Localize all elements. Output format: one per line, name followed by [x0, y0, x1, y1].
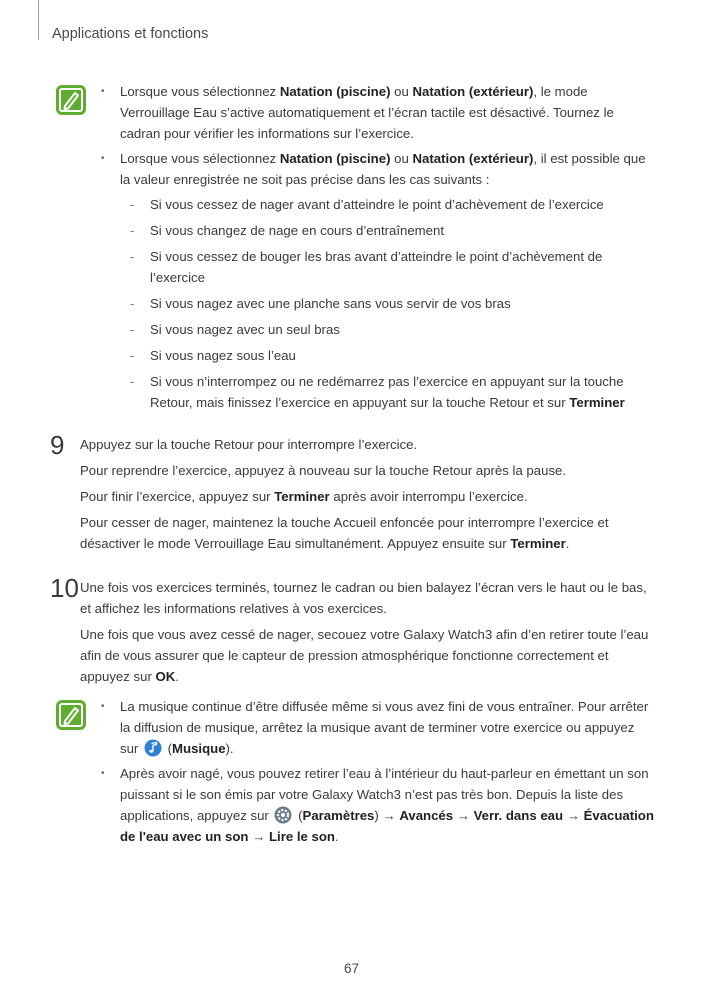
text: ou — [390, 84, 413, 99]
paragraph: Une fois vos exercices terminés, tournez le cadran ou bien balayez l’écran vers le haut ou le bas, et affichez les informations relatives à vos exercices. — [80, 580, 647, 616]
text: . — [565, 536, 570, 551]
note-pencil-icon — [55, 699, 87, 731]
text: Lorsque vous sélectionnez — [120, 84, 280, 99]
bold-text: Paramètres — [302, 808, 375, 823]
note-pencil-icon — [55, 84, 87, 116]
text: ). — [225, 741, 234, 756]
arrow-text: → — [248, 829, 269, 844]
bold-text: Terminer — [510, 536, 566, 551]
paragraph — [80, 512, 652, 554]
text: . — [175, 669, 179, 684]
sub-list-item — [120, 371, 655, 413]
gear-icon — [274, 806, 292, 824]
step-number: 10 — [50, 573, 79, 603]
bold-text: Natation (piscine) — [279, 151, 391, 166]
bold-text: Terminer — [274, 489, 330, 504]
text: Une fois que vous avez cessé de nager, secouez votre Galaxy Watch3 afin d’en retirer toute l’eau afin de vous assurer que le capteur de pression atmosphérique fonctionne correctement et appuyez sur — [80, 627, 649, 684]
bold-text: Terminer — [569, 395, 625, 410]
list-item — [120, 696, 655, 759]
page-number: 67 — [343, 961, 360, 976]
sub-list-item: - Si vous cessez de bouger les bras avant d’atteindre le point d’achèvement de l’exercice — [120, 246, 655, 288]
arrow-text: → — [563, 808, 584, 823]
bold-text: Évacuation de l'eau avec un son — [120, 808, 654, 844]
text: , il est possible que la valeur enregistrée ne soit pas précise dans les cas suivants : — [120, 151, 646, 187]
paragraph: Appuyez sur la touche Retour pour interrompre l’exercice. — [80, 437, 418, 452]
text: ( — [294, 808, 303, 823]
paragraph: Pour reprendre l’exercice, appuyez à nouveau sur la touche Retour après la pause. — [80, 463, 567, 478]
text: ( — [163, 741, 173, 756]
text: Si vous n’interrompez ou ne redémarrez pas l’exercice en appuyant sur la touche Retour, mais finissez l’exercice en appuyant sur la touche Retour et sur — [150, 374, 624, 410]
step-9-content — [80, 434, 652, 559]
list-item — [120, 81, 655, 144]
text: Pour finir l’exercice, appuyez sur — [80, 489, 275, 504]
arrow-text: → — [453, 808, 474, 823]
sub-list-item: - Si vous nagez avec une planche sans vous servir de vos bras — [120, 293, 655, 314]
text: Pour cesser de nager, maintenez la touche Accueil enfoncée pour interrompre l’exercice et désactiver le mode Verrouillage Eau simultanément. Appuyez ensuite sur — [80, 515, 609, 551]
text: ou — [390, 151, 413, 166]
text: Lorsque vous sélectionnez — [120, 151, 280, 166]
text: Après avoir nagé, vous pouvez retirer l’eau à l’intérieur du haut-parleur en émettant un son puissant si le son émis par votre Galaxy Watch3 n’est pas très bon. Depuis la liste des applications, appuyez sur — [120, 766, 649, 823]
bold-text: Verr. dans eau — [473, 808, 564, 823]
bold-text: Natation (extérieur) — [412, 84, 534, 99]
paragraph — [80, 624, 652, 687]
list-item — [120, 148, 655, 413]
sub-list — [120, 194, 655, 413]
page-header-title: Applications et fonctions — [52, 26, 209, 42]
text: ) → — [374, 808, 400, 823]
bold-text: Avancés — [399, 808, 454, 823]
bold-text: Natation (extérieur) — [412, 151, 534, 166]
step-number: 9 — [50, 430, 65, 460]
header-divider — [38, 0, 39, 40]
step-10-content — [80, 577, 652, 692]
text: après avoir interrompu l’exercice. — [329, 489, 528, 504]
bold-text: Lire le son — [268, 829, 335, 844]
music-note-icon — [144, 739, 162, 757]
paragraph — [80, 486, 652, 507]
sub-list-item: - Si vous nagez avec un seul bras — [120, 319, 655, 340]
list-item — [120, 763, 655, 847]
bold-text: OK — [155, 669, 176, 684]
note-1-list — [120, 81, 655, 418]
sub-list-item: - Si vous nagez sous l’eau — [120, 345, 655, 366]
sub-list-item: - Si vous cessez de nager avant d’atteindre le point d’achèvement de l’exercice — [120, 194, 655, 215]
text: . — [334, 829, 339, 844]
sub-list-item: - Si vous changez de nage en cours d’entraînement — [120, 220, 655, 241]
bold-text: Natation (piscine) — [279, 84, 391, 99]
note-2-list — [120, 696, 655, 851]
text: La musique continue d’être diffusée même si vous avez fini de vous entraîner. Pour arrêter la diffusion de musique, arrêtez la musique avant de terminer votre exercice ou appuyez sur — [120, 699, 649, 756]
text: , le mode Verrouillage Eau s’active automatiquement et l’écran tactile est désactivé. Tournez le cadran pour vérifier les informations sur l’exercice. — [120, 84, 614, 141]
bold-text: Musique — [172, 741, 226, 756]
